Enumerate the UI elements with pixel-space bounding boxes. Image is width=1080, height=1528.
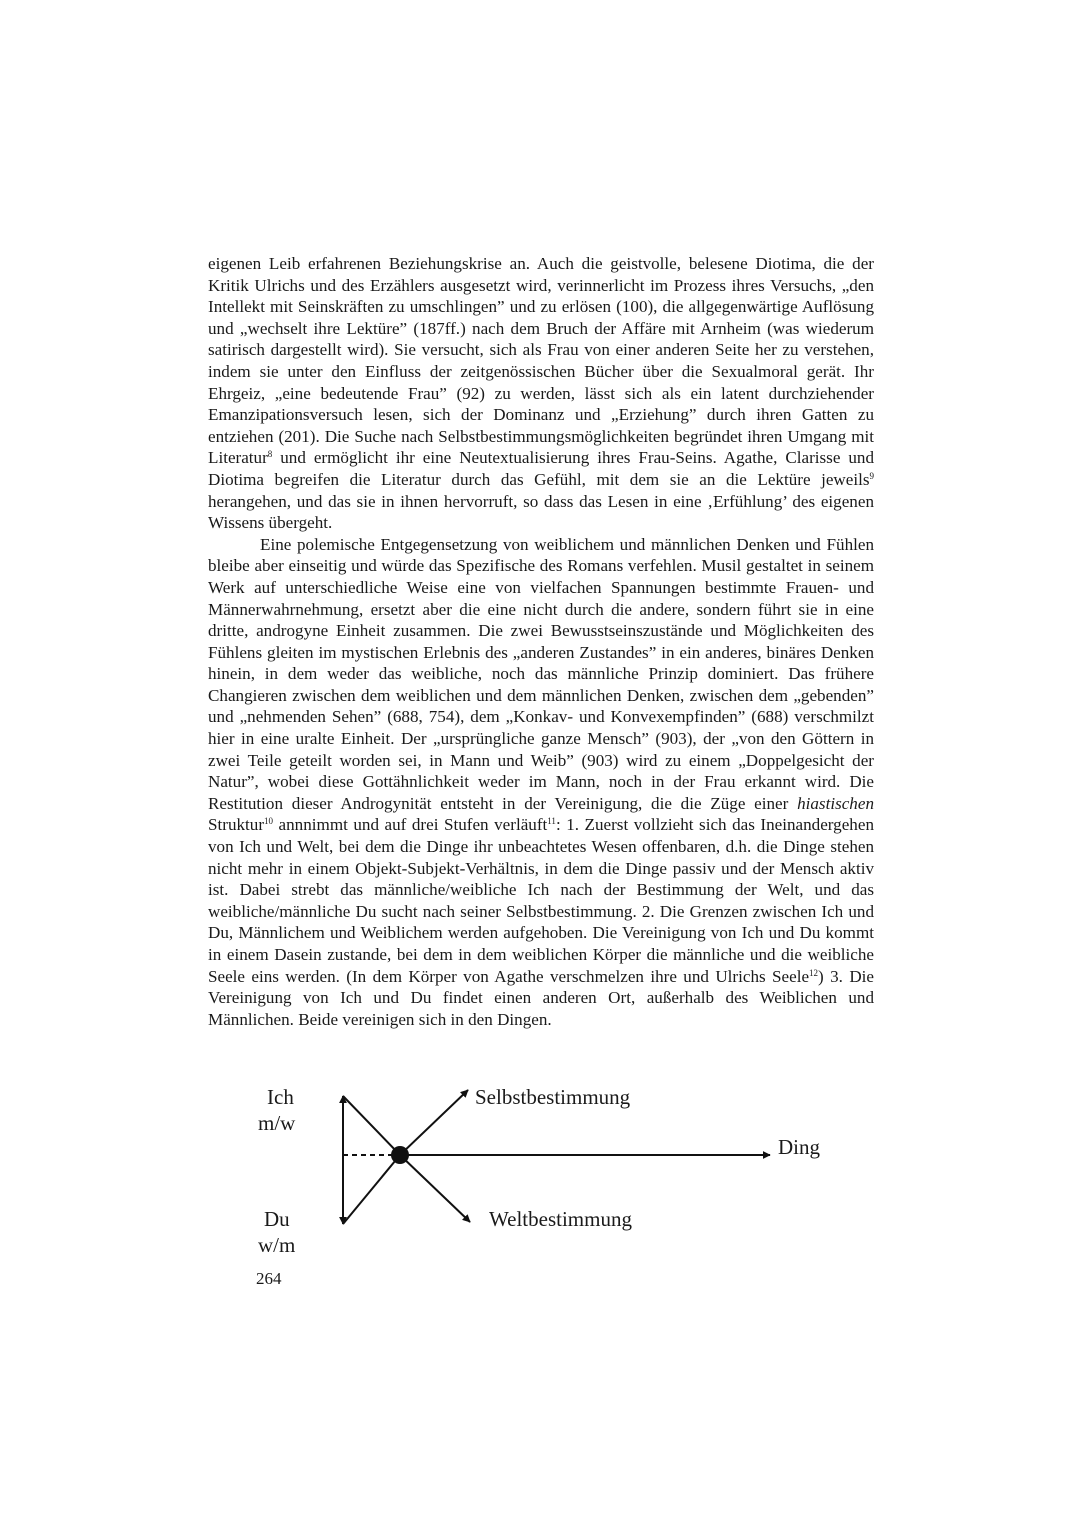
- label-ich-sub: m/w: [258, 1111, 296, 1135]
- page-number: 264: [256, 1269, 282, 1288]
- paragraph-1-text: eigenen Leib erfahrenen Beziehungskrise an. Auch die geistvolle, belesene Diotima, die der Kritik Ulrichs und des Erzählers ausgesetzt wird, verinnerlicht im Prozess ihres Versuchs, „den Intellekt mit Seinskräften zu umschlingen” und zu erlösen (100), die allgegenwärtige Auflösung und „wechselt ihre Lektüre” (187ff.) nach dem Bruch der Affäre mit Arnheim (was wiederum satirisch dargestellt wird). Sie versucht, sich als Frau von einer anderen Seite her zu verstehen, indem sie unter den Einfluss der zeitgenössischen Bücher über die Sexualmoral gerät. Ihr Ehrgeiz, „eine bedeutende Frau” (92) zu werden, lässt sich als ein latent durchziehender Emanzipationsversuch lesen, sich der Dominanz und „Erziehung” durch ihren Gatten zu entziehen (201). Die Suche nach Selbstbestimmungsmöglichkeiten begründet ihren Umgang mit Literatur: [208, 254, 874, 468]
- label-du: Du: [264, 1207, 290, 1231]
- footnote-ref-12: 12: [809, 967, 819, 978]
- label-selbstbestimmung: Selbstbestimmung: [475, 1085, 631, 1109]
- center-node: [391, 1146, 409, 1164]
- body-text: [208, 253, 874, 1030]
- label-ding: Ding: [778, 1135, 820, 1159]
- label-du-sub: w/m: [258, 1233, 296, 1257]
- arrow-selbstbestimmung: [400, 1090, 468, 1155]
- arrow-weltbestimmung: [400, 1155, 470, 1222]
- chiasm-diagram: [240, 1078, 860, 1268]
- label-ich: Ich: [267, 1085, 294, 1109]
- paragraph-2-text-cont2: annnimmt und auf drei Stufen verläuft: [273, 815, 548, 835]
- paragraph-2-text-cont: Struktur: [208, 815, 265, 835]
- paragraph-2-text: Eine polemische Entgegensetzung von weiblichem und männlichen Denken und Fühlen bleibe aber einseitig und würde das Spezifische des Romans verfehlen. Musil gestaltet in seinem Werk auf unterschiedliche Weise eine von vielfachen Spannungen bestimmte Frauen- und Männerwahrnehmung, ersetzt aber die eine nicht durch die andere, sondern führt sie in eine dritte, androgyne Einheit zusammen. Die zwei Bewusstseinszustände und Möglichkeiten des Fühlens gleiten im mystischen Erlebnis des „anderen Zustandes” in ein anderes, binäres Denken hinein, in dem weder das weibliche, noch das männliche Prinzip dominiert. Das frühere Changieren zwischen dem weiblichen und dem männlichen Denken, zwischen dem „gebenden” und „nehmenden Sehen” (688, 754), dem „Konkav- und Konvexempfinden” (688) verschmilzt hier in eine uralte Einheit. Der „ursprüngliche ganze Mensch” (903), der „von den Göttern in zwei Teile geteilt worden sei, in Mann und Weib” (903) wird zu einem „Doppelgesicht der Natur”, wobei diese Gottähnlichkeit weder im Mann, noch in der Frau erkannt wird. Die Restitution dieser Androgynität entsteht in der Vereinigung, die die Züge einer: [208, 534, 874, 813]
- label-weltbestimmung: Weltbestimmung: [489, 1207, 632, 1231]
- emphasis-hiastischen: hiastischen: [797, 793, 874, 813]
- paragraph-2: [208, 534, 874, 1031]
- footnote-ref-9: 9: [869, 470, 874, 481]
- diagonal-line-lower-left: [343, 1155, 400, 1224]
- footnote-ref-11: 11: [547, 816, 556, 827]
- paragraph-1: [208, 253, 874, 534]
- paragraph-1-text-end: herangehen, und das sie in ihnen hervorruft, so dass das Lesen in eine ‚Erfühlung’ des eigenen Wissens übergeht.: [208, 491, 874, 533]
- paragraph-1-text-cont: und ermöglicht ihr eine Neutextualisierung ihres Frau-Seins. Agathe, Clarisse und Diotima begreifen die Literatur durch das Gefühl, mit dem sie an die Lektüre jeweils: [208, 448, 874, 489]
- footnote-ref-8: 8: [267, 449, 273, 460]
- footnote-ref-10: 10: [264, 816, 274, 827]
- paragraph-2-text-end: ) 3. Die Vereinigung von Ich und Du findet einen anderen Ort, außerhalb des Weiblichen und Männlichen. Beide vereinigen sich in den Dingen.: [208, 966, 874, 1029]
- diagonal-line-upper-left: [343, 1096, 400, 1155]
- paragraph-2-text-cont3: : 1. Zuerst vollzieht sich das Ineinandergehen von Ich und Welt, bei dem die Dinge ihr unbeachtetes Wesen offenbaren, d.h. die Dinge stehen nicht mehr in einem Objekt-Subjekt-Verhältnis, in dem die Dinge passiv und der Mensch aktiv ist. Dabei strebt das männliche/weibliche Ich nach der Bestimmung der Welt, und das weibliche/männliche Du sucht nach seiner Selbstbestimmung. 2. Die Grenzen zwischen Ich und Du, Männlichem und Weiblichem werden aufgehoben. Die Vereinigung von Ich und Du kommt in einem Dasein zustande, bei dem in dem weiblichen Körper die männliche und die weibliche Seele eins werden. (In dem Körper von Agathe verschmelzen ihre und Ulrichs Seele: [208, 815, 874, 986]
